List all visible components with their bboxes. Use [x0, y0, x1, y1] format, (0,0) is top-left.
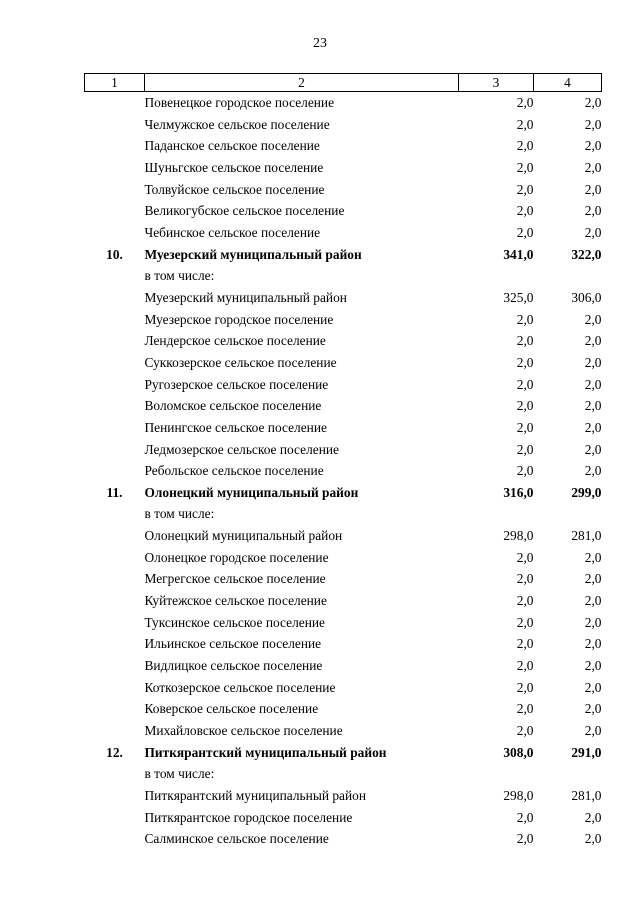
- row-name: Салминское сельское поселение: [144, 831, 329, 847]
- table-row: [85, 677, 602, 699]
- row-value-col4: 2,0: [584, 636, 602, 652]
- row-value-col3: 341,0: [503, 246, 534, 262]
- table-row: [85, 698, 602, 720]
- row-number: [85, 179, 145, 201]
- row-value-col3: 2,0: [516, 159, 534, 175]
- row-value-col3: 2,0: [516, 116, 534, 132]
- row-name: Муезерский муниципальный район: [144, 289, 347, 305]
- row-name: Видлицкое сельское поселение: [144, 658, 323, 674]
- table-row: [85, 547, 602, 569]
- row-value-col3: 316,0: [503, 484, 534, 500]
- row-number: [85, 633, 145, 655]
- row-name: Питкярантский муниципальный район: [144, 744, 387, 760]
- table-row: [85, 374, 602, 396]
- row-number: [85, 417, 145, 439]
- row-name: Олонецкий муниципальный район: [144, 484, 359, 500]
- row-name: Лендерское сельское поселение: [144, 333, 326, 349]
- table-row: [85, 742, 602, 764]
- row-name: Толвуйское сельское поселение: [144, 181, 325, 197]
- page-number: 23: [313, 36, 327, 51]
- row-value-col3: 2,0: [516, 571, 534, 587]
- row-value-col4: 2,0: [584, 549, 602, 565]
- row-value-col3: 2,0: [516, 181, 534, 197]
- table-row: [85, 763, 602, 785]
- table-row: [85, 114, 602, 136]
- row-number: [85, 395, 145, 417]
- row-value-col3: 2,0: [516, 224, 534, 240]
- row-number: [85, 92, 145, 114]
- table-row: [85, 807, 602, 829]
- row-number: [85, 460, 145, 482]
- row-value-col4: 2,0: [584, 376, 602, 392]
- row-value-col4: 2,0: [584, 333, 602, 349]
- row-value-col3: 298,0: [503, 528, 534, 544]
- row-value-col3: 298,0: [503, 788, 534, 803]
- row-value-col4: 2,0: [584, 701, 602, 717]
- table-row: [85, 828, 602, 850]
- row-number: [85, 503, 145, 525]
- table-body: [85, 92, 602, 850]
- row-value-col4: 2,0: [584, 138, 602, 154]
- row-value-col3: 2,0: [516, 701, 534, 717]
- row-value-col4: 291,0: [571, 744, 602, 760]
- row-value-col4: [534, 763, 602, 785]
- row-number: [85, 309, 145, 331]
- table-row: [85, 612, 602, 634]
- row-value-col4: 2,0: [584, 159, 602, 175]
- row-number: 12.: [106, 744, 123, 760]
- table-row: [85, 179, 602, 201]
- row-value-col3: 2,0: [516, 376, 534, 392]
- row-value-col4: 299,0: [571, 484, 602, 500]
- row-value-col4: 2,0: [584, 116, 602, 132]
- row-value-col4: 2,0: [584, 809, 602, 825]
- row-value-col4: 2,0: [584, 614, 602, 630]
- row-number: [85, 287, 145, 309]
- header-col-3: 3: [459, 74, 534, 92]
- row-value-col3: [459, 763, 534, 785]
- row-number: [85, 568, 145, 590]
- row-value-col3: 2,0: [516, 138, 534, 154]
- row-value-col3: 2,0: [516, 658, 534, 674]
- row-value-col3: 2,0: [516, 723, 534, 739]
- row-value-col4: 2,0: [584, 593, 602, 609]
- table-row: [85, 244, 602, 266]
- table-row: [85, 568, 602, 590]
- row-value-col3: 2,0: [516, 831, 534, 847]
- row-number: 11.: [106, 484, 123, 500]
- row-name: Воломское сельское поселение: [144, 398, 322, 414]
- row-name: Шуньгское сельское поселение: [144, 159, 324, 175]
- row-number: [85, 612, 145, 634]
- row-value-col3: 2,0: [516, 441, 534, 457]
- table-row: [85, 135, 602, 157]
- table-row: [85, 503, 602, 525]
- row-name: Муезерское городское поселение: [144, 311, 334, 327]
- table-row: [85, 200, 602, 222]
- table-row: [85, 265, 602, 287]
- row-name: Ледмозерское сельское поселение: [144, 441, 339, 457]
- row-number: [85, 265, 145, 287]
- row-name: Ругозерское сельское поселение: [144, 376, 329, 392]
- row-name: Чебинское сельское поселение: [144, 224, 321, 240]
- row-name: Повенецкое городское поселение: [144, 95, 335, 110]
- header-row: [85, 74, 602, 92]
- table-row: [85, 309, 602, 331]
- row-value-col4: 2,0: [584, 441, 602, 457]
- row-value-col3: 2,0: [516, 679, 534, 695]
- row-name: Муезерский муниципальный район: [144, 246, 362, 262]
- row-value-col3: 325,0: [503, 289, 534, 305]
- row-name: Олонецкий муниципальный район: [144, 528, 343, 544]
- row-number: [85, 135, 145, 157]
- row-number: [85, 330, 145, 352]
- row-value-col3: 2,0: [516, 593, 534, 609]
- row-name: Михайловское сельское поселение: [144, 723, 343, 739]
- row-value-col4: 2,0: [584, 311, 602, 327]
- row-name: Куйтежское сельское поселение: [144, 593, 327, 609]
- row-value-col3: 308,0: [503, 744, 534, 760]
- row-number: [85, 157, 145, 179]
- table-row: [85, 633, 602, 655]
- row-value-col3: 2,0: [516, 333, 534, 349]
- row-value-col3: 2,0: [516, 95, 534, 110]
- row-value-col3: 2,0: [516, 354, 534, 370]
- header-col-2: 2: [145, 74, 459, 92]
- row-number: [85, 439, 145, 461]
- row-value-col4: 306,0: [571, 289, 602, 305]
- row-number: [85, 352, 145, 374]
- row-number: [85, 763, 145, 785]
- table-row: [85, 352, 602, 374]
- row-number: [85, 655, 145, 677]
- row-name: Коверское сельское поселение: [144, 701, 319, 717]
- row-number: [85, 807, 145, 829]
- table-row: [85, 287, 602, 309]
- table-row: [85, 460, 602, 482]
- row-value-col3: 2,0: [516, 203, 534, 219]
- row-name: Пенингское сельское поселение: [144, 419, 327, 435]
- row-name: в том числе:: [144, 506, 215, 522]
- table-row: [85, 439, 602, 461]
- row-value-col4: 2,0: [584, 95, 602, 110]
- row-name: Питкярантское городское поселение: [144, 809, 353, 825]
- row-number: [85, 698, 145, 720]
- table-row: [85, 395, 602, 417]
- row-value-col4: 2,0: [584, 419, 602, 435]
- table-row: [85, 330, 602, 352]
- table-header: [85, 74, 602, 92]
- row-value-col3: [459, 503, 534, 525]
- row-value-col4: [534, 503, 602, 525]
- row-value-col3: 2,0: [516, 636, 534, 652]
- table-row: [85, 417, 602, 439]
- row-number: [85, 590, 145, 612]
- row-value-col3: 2,0: [516, 463, 534, 479]
- row-value-col4: 2,0: [584, 224, 602, 240]
- row-value-col3: 2,0: [516, 398, 534, 414]
- row-value-col3: 2,0: [516, 419, 534, 435]
- header-col-4: 4: [534, 74, 602, 92]
- row-value-col3: 2,0: [516, 809, 534, 825]
- table-row: [85, 222, 602, 244]
- row-name: Великогубское сельское поселение: [144, 203, 345, 219]
- row-number: 10.: [106, 246, 123, 262]
- row-number: [85, 525, 145, 547]
- row-value-col4: 2,0: [584, 723, 602, 739]
- row-value-col3: 2,0: [516, 311, 534, 327]
- row-name: Ильинское сельское поселение: [144, 636, 322, 652]
- row-value-col4: 2,0: [584, 658, 602, 674]
- row-value-col4: 2,0: [584, 203, 602, 219]
- row-value-col4: 2,0: [584, 679, 602, 695]
- row-number: [85, 547, 145, 569]
- row-name: Паданское сельское поселение: [144, 138, 320, 154]
- row-value-col3: [459, 265, 534, 287]
- row-name: Туксинское сельское поселение: [144, 614, 325, 630]
- row-value-col4: 281,0: [571, 528, 602, 544]
- row-name: Суккозерское сельское поселение: [144, 354, 337, 370]
- row-name: Ребольское сельское поселение: [144, 463, 324, 479]
- row-value-col4: 2,0: [584, 571, 602, 587]
- row-number: [85, 200, 145, 222]
- row-name: Коткозерское сельское поселение: [144, 679, 336, 695]
- table-row: [85, 590, 602, 612]
- row-number: [85, 828, 145, 850]
- table-row: [85, 525, 602, 547]
- row-value-col4: 2,0: [584, 463, 602, 479]
- row-number: [85, 222, 145, 244]
- row-number: [85, 720, 145, 742]
- row-value-col4: 2,0: [584, 398, 602, 414]
- table-row: [85, 720, 602, 742]
- row-number: [85, 677, 145, 699]
- row-number: [85, 374, 145, 396]
- row-name: Олонецкое городское поселение: [144, 549, 329, 565]
- row-value-col4: 322,0: [571, 246, 602, 262]
- table-row: [85, 92, 602, 114]
- row-name: Челмужское сельское поселение: [144, 116, 330, 132]
- table-row: [85, 785, 602, 807]
- row-name: в том числе:: [144, 268, 215, 284]
- row-name: Мегрегское сельское поселение: [144, 571, 326, 587]
- row-value-col4: 2,0: [584, 354, 602, 370]
- table-row: [85, 157, 602, 179]
- table-row: [85, 482, 602, 504]
- row-value-col4: 2,0: [584, 181, 602, 197]
- budget-table: [84, 73, 602, 850]
- row-name: Питкярантский муниципальный район: [144, 788, 366, 803]
- row-value-col4: [534, 265, 602, 287]
- table-row: [85, 655, 602, 677]
- row-value-col3: 2,0: [516, 549, 534, 565]
- row-name: в том числе:: [144, 766, 215, 782]
- header-col-1: 1: [85, 74, 145, 92]
- row-number: [85, 785, 145, 807]
- row-value-col3: 2,0: [516, 614, 534, 630]
- row-value-col4: 2,0: [584, 831, 602, 847]
- row-value-col4: 281,0: [571, 788, 602, 803]
- row-number: [85, 114, 145, 136]
